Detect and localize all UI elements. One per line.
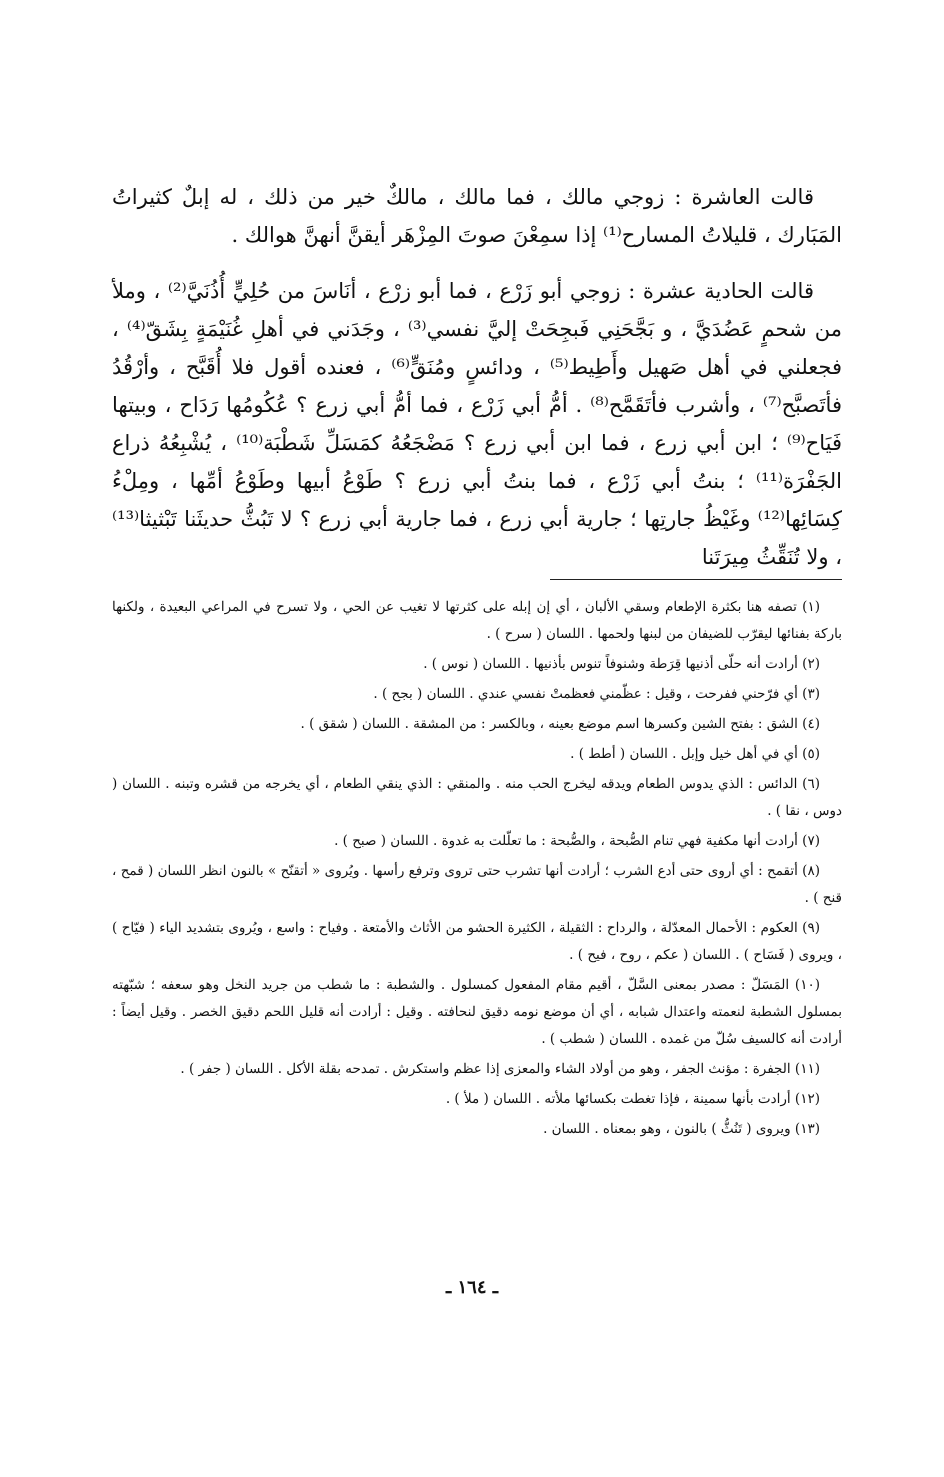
footnote-divider <box>550 579 842 580</box>
footnote-6: (٦) الدائس : الذي يدوس الطعام ويدقه ليخرج الحب منه . والمنقي : الذي ينقي الطعام ، أي يخرجه من قشره وتبنه . اللسان ( دوس ، نقا ) . <box>112 776 842 819</box>
footnote-8: (٨) أتقمح : أي أروى حتى أدع الشرب ؛ أرادت أنها تشرب حتى تروى وترفع رأسها . ويُروى « أتقنّح » بالنون انظر اللسان ( قمح ، قنح ) . <box>112 863 842 906</box>
footnotes <box>112 594 842 1146</box>
main-text <box>112 178 842 594</box>
footnote-13: (١٣) ويروى ( تَنُثُّ ) بالنون ، وهو بمعناه . اللسان . <box>543 1121 820 1137</box>
footnote-11: (١١) الجفرة : مؤنث الجفر ، وهو من أولاد الشاء والمعزى إذا عظم واستكرش . تمدحه بقلة الأكل . اللسان ( جفر ) . <box>180 1061 820 1077</box>
footnote-3: (٣) أي فرّحني ففرحت ، وقيل : عظّمني فعظمتْ نفسي عندي . اللسان ( بجح ) . <box>373 686 820 702</box>
footnote-7: (٧) أرادت أنها مكفية فهي تنام الصُّبحة ، والصُّبحة : ما تعلّلت به غدوة . اللسان ( صبح ) . <box>334 833 820 849</box>
footnote-1: (١) تصفه هنا بكثرة الإطعام وسقي الألبان ، أي إن إبله على كثرتها لا تغيب عن الحي ، ولا تسرح في المراعي البعيدة ، ولكنها باركة بفنائها ليقرّب للضيفان من لبنها ولحمها . اللسان ( سرح ) . <box>112 599 842 642</box>
footnote-5: (٥) أي في أهل خيل وإبل . اللسان ( أطط ) . <box>570 746 820 762</box>
paragraph-tenth-wife: قالت العاشرة : زوجي مالك ، فما مالك ، مالكٌ خير من ذلك ، له إبلٌ كثيراتُ المَبَارك ، قليلاتُ المسارح⁽¹⁾ إذا سمِعْنَ صوتَ المِزْهَر أيقنَّ أنهنَّ هوالك . <box>112 185 842 247</box>
footnote-2: (٢) أرادت أنه حلّى أذنيها قِرَطة وشنوفاً تنوس بأذنيها . اللسان ( نوس ) . <box>423 656 820 672</box>
paragraph-eleventh-wife: قالت الحادية عشرة : زوجي أبو زَرْع ، فما أبو زرْع ، أنَاسَ من حُلِيٍّ أُذُنَيَّ⁽²⁾ ، وملأ من شحمٍ عَضُدَيَّ ، و بَجَّحَنِي فَبجِحَتْ إليَّ نفسي⁽³⁾ ، وجَدَني في أهلِ غُنَيْمَةٍ بِشَقّ⁽⁴⁾ ، فجعلني في أهل صَهيل وأَطِيط⁽⁵⁾ ، ودائسٍ ومُنَقٍّ⁽⁶⁾ ، فعنده أقول فلا أُقَبَّح ، وأرْقُدُ فأتَصبَّح⁽⁷⁾ ، وأشرب فأتَقَمَّح⁽⁸⁾ . أمُّ أبي زَرْع ، فما أمُّ أبي زرع ؟ عُكُومُها رَدَاح ، وبيتها فَيَاح⁽⁹⁾ ؛ ابن أبي زرع ، فما ابن أبي زرع ؟ مَضْجَعُهُ كمَسَلِّ شَطْبَة⁽¹⁰⁾ ، يُشْبِعُهُ ذراع الجَفْرَة⁽¹¹⁾ ؛ بنتُ أبي زَرْع ، فما بنتُ أبي زرع ؟ طَوْعُ أبيها وطَوْعُ أمِّها ، ومِلْءُ كِسَائِها⁽¹²⁾ وغَيْظُ جارتِها ؛ جارية أبي زرع ، فما جارية أبي زرع ؟ لا تَبُثُّ حديثَنا تَبْثيثا⁽¹³⁾ ، ولا تُنَقِّثُ مِيرَتَنا <box>112 279 843 569</box>
footnote-12: (١٢) أرادت بأنها سمينة ، فإذا تغطت بكسائها ملأته . اللسان ( ملأ ) . <box>445 1091 820 1107</box>
page-number: ـ ١٦٤ ـ <box>445 1277 499 1298</box>
footnote-9: (٩) العكوم : الأحمال المعدّلة ، والرداح : الثقيلة ، الكثيرة الحشو من الأثاث والأمتعة . وفياح : واسع ، ويُروى بتشديد الياء ( فيّاح ) ، ويروى ( فَسَاح ) . اللسان ( عكم ، روح ، فيح ) . <box>112 920 842 963</box>
footnote-4: (٤) الشق : بفتح الشين وكسرها اسم موضع بعينه ، وبالكسر : من المشقة . اللسان ( شقق ) . <box>300 716 820 732</box>
footnote-10: (١٠) المَسَلّ : مصدر بمعنى السَّلّ ، أقيم مقام المفعول كمسلول . والشطبة : ما شطب من جريد النخل وهو سعفه ؛ شبّهته بمسلول الشطبة لنعمته واعتدال شبابه ، أي أن موضع نومه دقيق لنحافته . وقيل : أرادت أنه قليل اللحم دقيق الخصر . وقيل أيضاً : أرادت أنه كالسيف سُلّ من غمده . اللسان ( شطب ) . <box>112 977 842 1047</box>
